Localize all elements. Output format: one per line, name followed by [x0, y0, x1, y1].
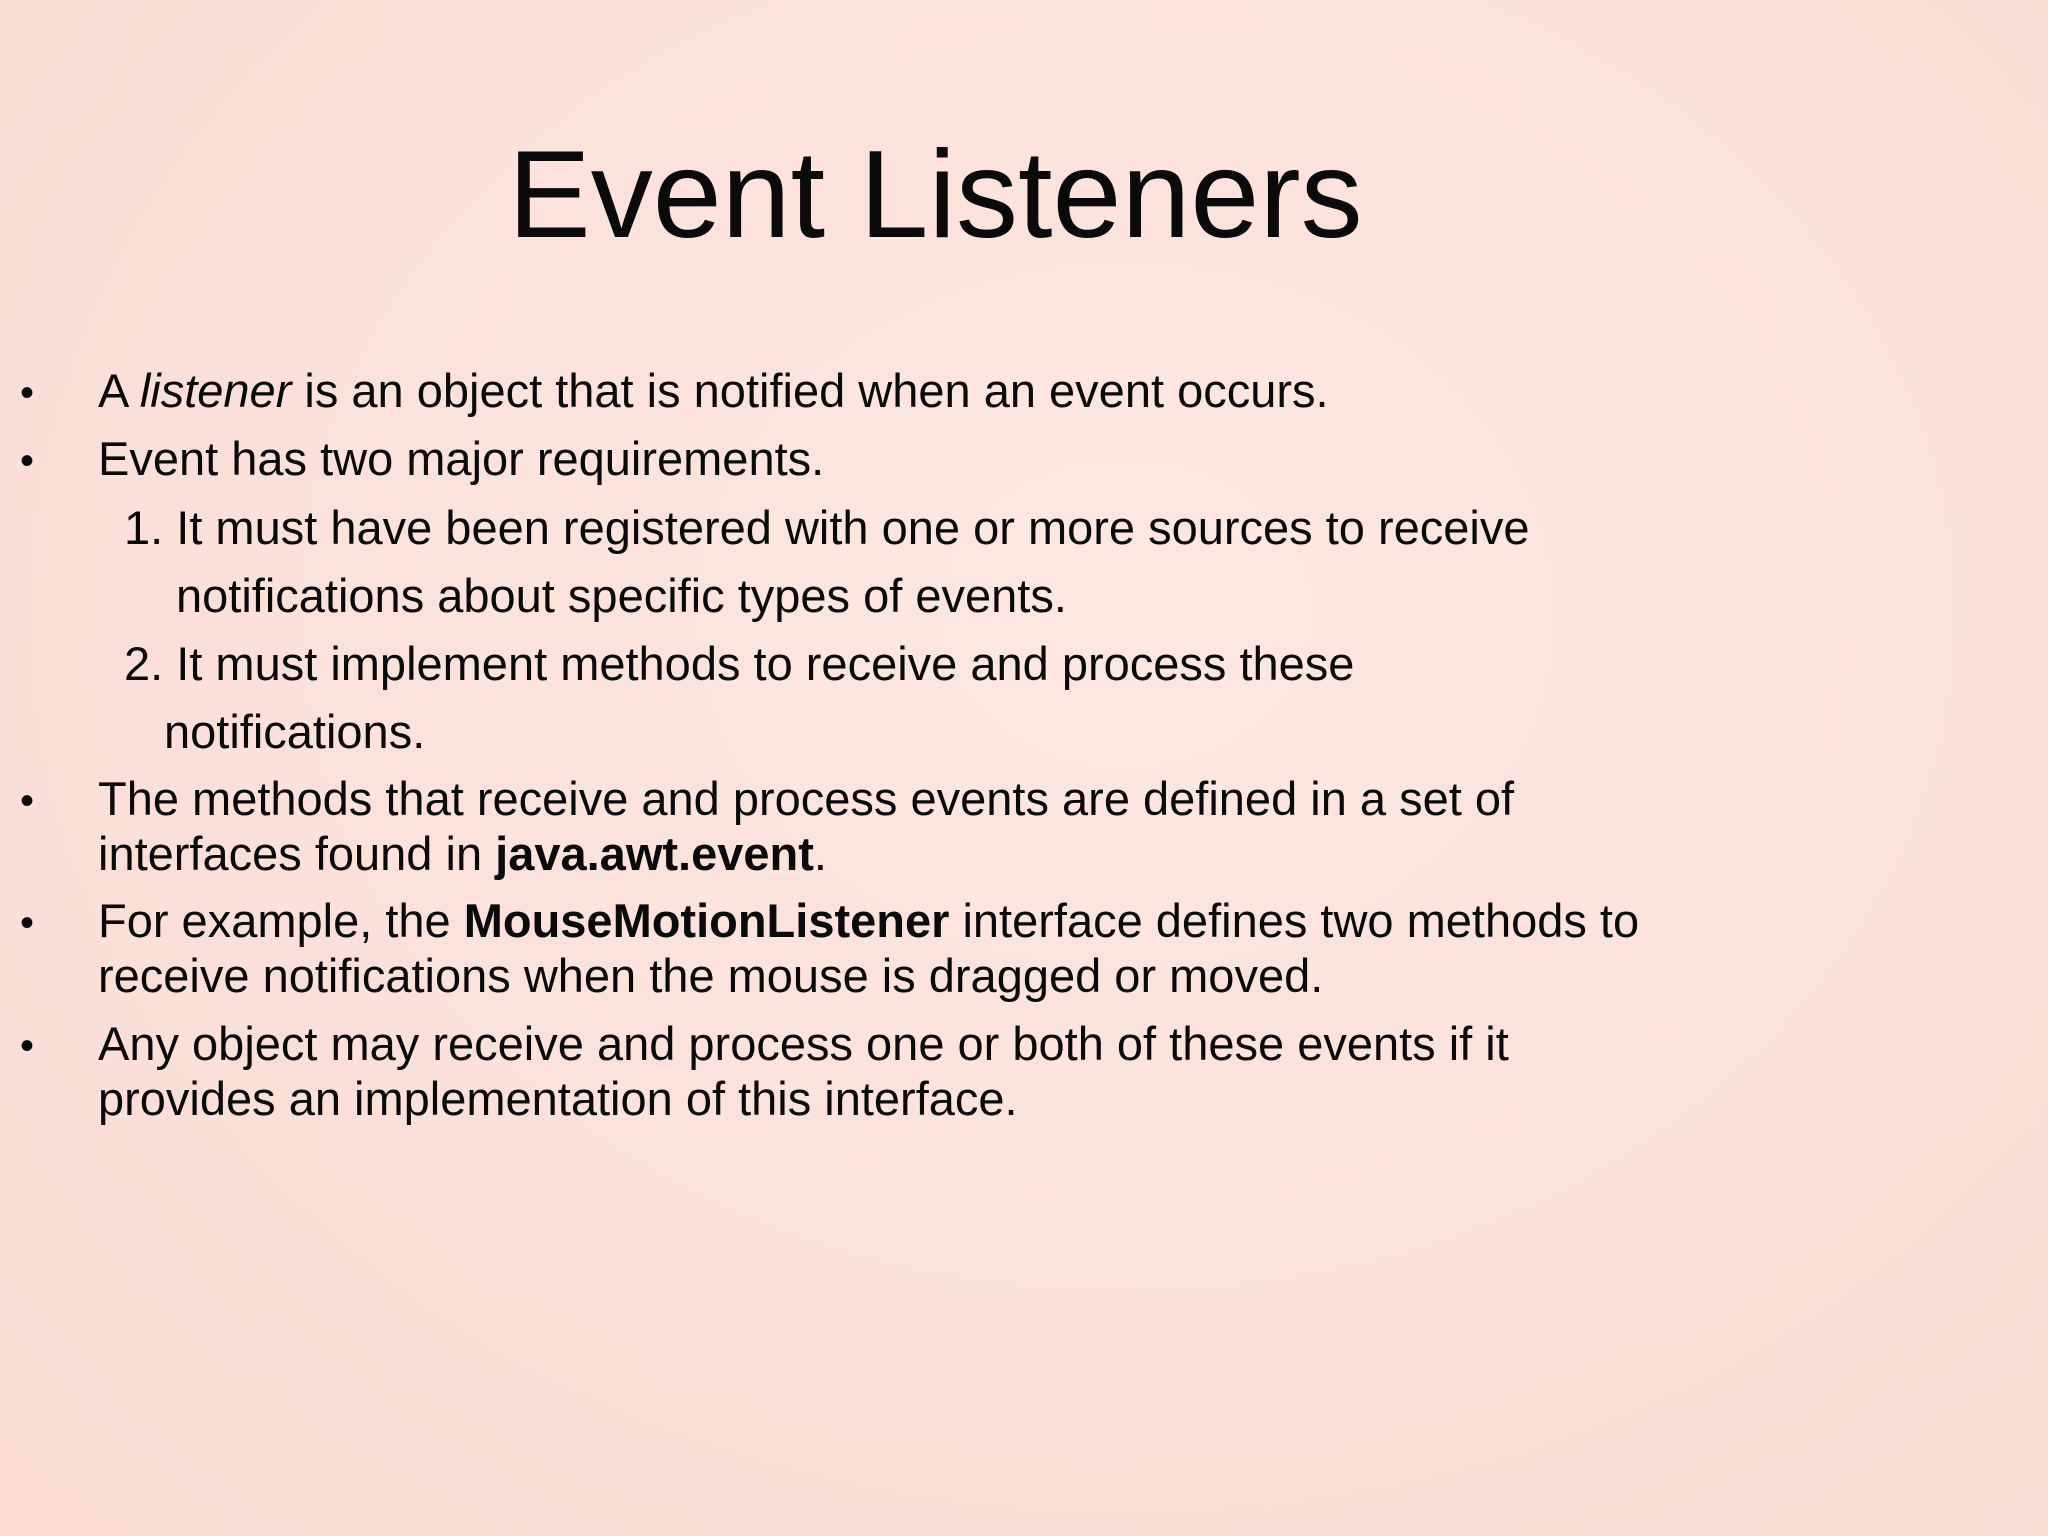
text-segment: For example, the	[98, 894, 464, 947]
numbered-item-2-line-1: 2. It must implement methods to receive and process these	[124, 637, 1355, 690]
text-segment: .	[813, 827, 827, 880]
numbered-item-2-line-2: notifications.	[164, 705, 426, 758]
bullet-marker: •	[20, 779, 35, 823]
bullet-marker: •	[20, 1024, 35, 1068]
bullet-item-any-object-line-2: provides an implementation of this interface.	[98, 1072, 1018, 1125]
numbered-item-1-line-1: 1. It must have been registered with one or more sources to receive	[124, 501, 1530, 554]
bullet-item-any-object-line-1: Any object may receive and process one or both of these events if it	[98, 1017, 1509, 1070]
bullet-item-example-line-2: receive notifications when the mouse is dragged or moved.	[98, 949, 1324, 1002]
text-segment: is an object that is notified when an event occurs.	[291, 364, 1329, 417]
bold-term-mousemotionlistener: MouseMotionListener	[463, 894, 950, 947]
bullet-marker: •	[20, 439, 35, 483]
numbered-item-1-line-2: notifications about specific types of events.	[176, 569, 1067, 622]
text-segment: A	[98, 364, 140, 417]
text-segment: interfaces found in	[98, 827, 496, 880]
bullet-item-example-line-1	[98, 893, 1639, 949]
text-segment: interface defines two methods to	[949, 894, 1640, 947]
bullet-item-methods-line-2	[98, 826, 827, 882]
bullet-item-methods-line-1: The methods that receive and process events are defined in a set of	[98, 772, 1515, 825]
bullet-item-requirements: Event has two major requirements.	[98, 432, 825, 485]
bullet-marker: •	[20, 901, 35, 945]
bullet-marker: •	[20, 371, 35, 415]
italic-term-listener: listener	[139, 364, 292, 417]
slide-title: Event Listeners	[508, 126, 1363, 264]
bullet-item-listener	[98, 363, 1329, 419]
bold-term-java-awt-event: java.awt.event	[495, 827, 814, 880]
